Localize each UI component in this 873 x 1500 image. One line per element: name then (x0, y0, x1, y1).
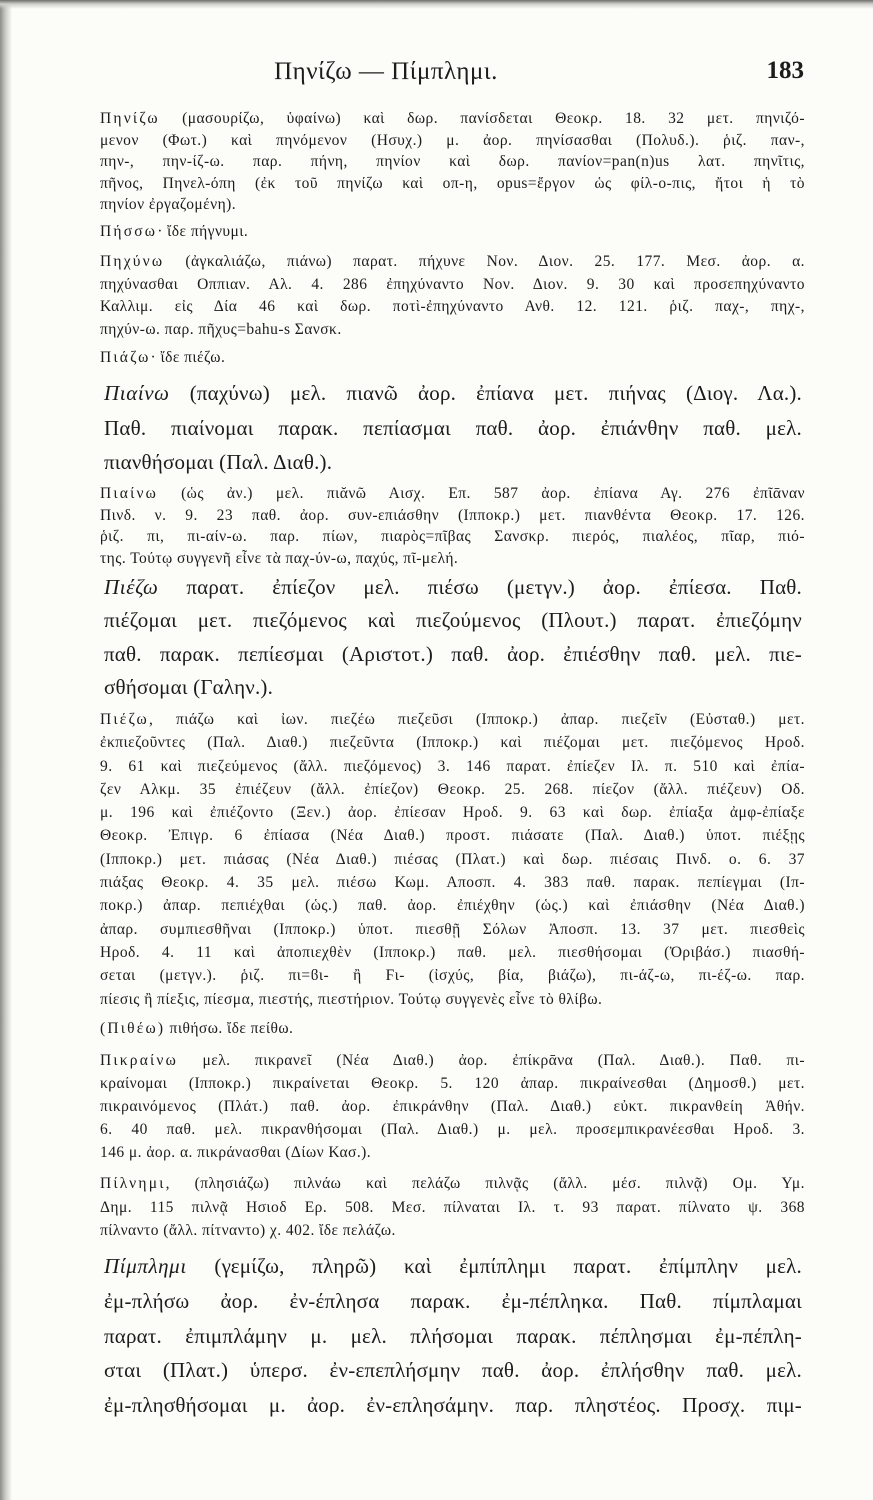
entry-line: παθ. παρακ. πεπίεσμαι (Αριστοτ.) παθ. ἀορ. ἐπιέσθην παθ. μελ. πιε- (104, 641, 802, 666)
line-text: (μασουρίζω, ὑφαίνω) καὶ δωρ. πανίσδεται Θεοκρ. 18. 32 μετ. πηνιζό- (159, 110, 805, 127)
headword: Πιάζω (100, 349, 151, 366)
entry-line: 146 μ. ἀορ. α. πικράνασθαι (Δίων Κασ.). (100, 1144, 372, 1161)
entry-piazo (100, 347, 805, 369)
entry-line: πηχύν-ω. παρ. πῆχυς=bahu-s Σανσκ. (100, 321, 342, 339)
entry-line: πηνίον ἐργαζομένη). (100, 196, 237, 213)
entry-pitheo (100, 1018, 805, 1040)
entry-line (100, 251, 805, 274)
line-text: , (πλησιάζω) πιλνάω καὶ πελάζω πιλνᾷς (ἄλλ. μέσ. πιλνᾷ) Ομ. Υμ. (165, 1175, 805, 1192)
entry-line: ἐμ-πλησθήσομαι μ. ἀορ. ἐν-επλησάμην. παρ. πληστέος. Προσχ. πιμ- (104, 1393, 802, 1417)
headword: (Πιθέω) (100, 1020, 166, 1037)
entry-line: ἐκπιεζοῦντες (Παλ. Διαθ.) πιεζεῦντα (Ιπποκρ.) καὶ πιέζομαι μετ. πιεζόμενος Ηροδ. (100, 734, 805, 752)
entry-pilnimi (100, 1172, 805, 1243)
entry-line: παρατ. ἐπιμπλάμην μ. μελ. πλήσομαι παρακ. πέπλησμαι ἐμ-πέπλη- (104, 1323, 802, 1348)
entry-piezo-main (104, 571, 802, 704)
headword: Πίλνημι (100, 1175, 166, 1192)
entry-line: ποκρ.) ἀπαρ. πεπιέχθαι (ὡς.) παθ. ἀορ. ἐπιέχθην (ὡς.) καὶ ἐπιάσθην (Νέα Διαθ.) (100, 897, 805, 915)
entry-line (104, 571, 802, 604)
entry-line: Καλλιμ. εἰς Δία 46 καὶ δωρ. ποτὶ-ἐπηχύναντο Ανθ. 12. 121. ῥιζ. παχ-, πηχ-, (100, 298, 805, 316)
entry-line: σται (Πλατ.) ὑπερσ. ἐν-επεπλήσμην παθ. ἀορ. ἐπλήσθην παθ. μελ. (104, 1358, 802, 1383)
entry-piaino-main (104, 376, 802, 480)
entry-line (104, 376, 802, 411)
entry-line (100, 483, 805, 505)
line-text: , πιάζω καὶ ἰων. πιεζέω πιεζεῦσι (Ιπποκρ.) ἀπαρ. πιεζεῖν (Εὐσταθ.) μετ. (148, 711, 805, 728)
entry-pimplimi (104, 1249, 802, 1423)
entry-line: πικραινόμενος (Πλάτ.) παθ. ἀορ. ἐπικράνθην (Παλ. Διαθ.) εὐκτ. πικρανθείη Ἀθήν. (100, 1098, 805, 1115)
entry-line: ῥιζ. πι, πι-αίν-ω. παρ. πίων, πιαρὸς=πῖβας Σανσκρ. πιερός, πιαλέος, πῖαρ, πιό- (100, 528, 805, 546)
headword: Πίμπλημι (104, 1254, 187, 1278)
entry-line: ἀπαρ. συμπιεσθῆναι (Ιπποκρ.) ὑποτ. πιεσθῇ Σόλων Ἀποσπ. 13. 37 μετ. πιεσθεὶς (100, 920, 805, 938)
line-text: παρατ. ἐπίεζον μελ. πιέσω (μετγν.) ἀορ. ἐπίεσα. Παθ. (158, 575, 802, 599)
entry-line: μ. 196 καὶ ἐπιέζοντο (Ξεν.) ἀορ. ἐπίεσαν Ηροδ. 9. 63 καὶ δωρ. ἐπίαξα ἀμφ-ἐπίαξε (100, 804, 805, 822)
entry-line (100, 347, 805, 369)
entry-line: Πινδ. ν. 9. 23 παθ. ἀορ. συν-επιάσθην (Ιπποκρ.) μετ. πιανθέντα Θεοκρ. 17. 126. (100, 506, 805, 524)
entry-line (100, 708, 805, 731)
entry-line: Ηροδ. 4. 11 καὶ ἀποπιεχθὲν (Ιπποκρ.) παθ. μελ. πιεσθήσομαι (Ὀριβάσ.) πιασθή- (100, 943, 805, 961)
entry-line: πιάξας Θεοκρ. 4. 35 μελ. πιέσω Κωμ. Αποσπ. 4. 383 παθ. παρακ. πεπίεγμαι (Ιπ- (100, 874, 805, 892)
entry-pichyno (100, 251, 805, 342)
headword: Πιέζω (100, 711, 149, 728)
entry-piezo-detail (100, 708, 805, 1011)
entry-line (100, 1172, 805, 1196)
entry-line: 9. 61 καὶ πιεζεύμενος (ἄλλ. πιεζόμενος) 3. 146 παρατ. ἐπίεζεν Ιλ. π. 510 καὶ ἐπία- (100, 757, 805, 775)
line-text: (γεμίζω, πληρῶ) καὶ ἐμπίπλημι παρατ. ἐπίμπλην μελ. (186, 1254, 802, 1278)
entry-pisso (100, 221, 805, 243)
top-edge-shadow (0, 0, 873, 9)
entry-line (100, 108, 805, 130)
entry-line: κραίνομαι (Ιπποκρ.) πικραίνεται Θεοκρ. 5. 120 ἀπαρ. πικραίνεσθαι (Δημοσθ.) μετ. (100, 1075, 805, 1092)
headword: Πηνίζω (100, 110, 160, 127)
headword: Πιαίνω (100, 485, 159, 502)
line-text: (ἀγκαλιάζω, πιάνω) παρατ. πήχυνε Νον. Διον. 25. 177. Μεσ. ἀορ. α. (164, 253, 805, 270)
headword: Πηχύνω (100, 253, 165, 270)
entry-line: της. Τούτῳ συγγενῆ εἶνε τὰ παχ-ύν-ω, παχύς, πῖ-μελή. (100, 550, 459, 568)
entry-line: πίλναντο (ἄλλ. πίτναντο) χ. 402. ἴδε πελάζω. (100, 1222, 396, 1239)
entry-line: πῆνος, Πηνελ-όπη (ἐκ τοῦ πηνίζω καὶ οπ-η, opus=ἔργον ὡς φίλ-ο-πις, ἤτοι ἡ τὸ (100, 174, 805, 192)
entry-line: μενον (Φωτ.) καὶ πηνόμενον (Ησυχ.) μ. ἀορ. πηνίσασθαι (Πολυδ.). ῥιζ. παν-, (100, 131, 805, 149)
entry-line: πιανθήσομαι (Παλ. Διαθ.). (104, 450, 333, 474)
headword: Πιέζω (104, 575, 159, 599)
entry-piaino-detail (100, 483, 805, 570)
binding-shadow (0, 0, 12, 1500)
running-head-title: Πηνίζω — Πίμπλημι. (274, 58, 498, 85)
entry-line (104, 1249, 802, 1284)
entry-line: πην-, πην-ίζ-ω. παρ. πήνη, πηνίον καὶ δωρ. πανίον=pan(n)us λατ. πηνῖτις, (100, 153, 805, 170)
entry-line: Θεοκρ. Ἐπιγρ. 6 ἐπίασα (Νέα Διαθ.) προστ. πιάσατε (Παλ. Διαθ.) ὑποτ. πιέξῃς (100, 827, 805, 845)
page-number: 183 (766, 57, 804, 84)
entry-line: Παθ. πιαίνομαι παρακ. πεπίασμαι παθ. ἀορ. ἐπιάνθην παθ. μελ. (104, 415, 802, 440)
entry-line: 6. 40 παθ. μελ. πικρανθήσομαι (Παλ. Διαθ.) μ. μελ. προσεμπικρανέεσθαι Ηροδ. 3. (100, 1121, 805, 1138)
line-text: · ἴδε πήγνυμι. (157, 223, 249, 240)
entry-line (100, 1018, 805, 1040)
headword: Πιαίνω (104, 381, 170, 405)
entry-line: σθήσομαι (Γαλην.). (104, 674, 274, 699)
entry-line: πιέζομαι μετ. πιεζόμενος καὶ πιεζούμενος (Πλουτ.) παρατ. ἐπιεζόμην (104, 608, 802, 633)
entry-line: (Ιπποκρ.) μετ. πιάσας (Νέα Διαθ.) πιέσας (Πλατ.) καὶ δωρ. πιέσαις Πινδ. ο. 6. 37 (100, 850, 805, 868)
entry-pinizo (100, 108, 805, 216)
entry-line: ἐμ-πλήσω ἀορ. ἐν-έπλησα παρακ. ἐμ-πέπληκα. Παθ. πίμπλαμαι (104, 1288, 802, 1313)
entry-line: σεται (μετγν.). ῥιζ. πι=ϐι- ἢ Ϝι- (ἰσχύς, βία, βιάζω), πι-άζ-ω, πι-έζ-ω. παρ. (100, 967, 805, 985)
entry-line (100, 1049, 805, 1072)
entry-pikraino (100, 1049, 805, 1164)
line-text: · ἴδε πιέζω. (150, 349, 226, 366)
entry-line: ζεν Αλκμ. 35 ἐπιέζευν (ἄλλ. ἐπίεζον) Θεοκρ. 25. 268. πίεζον (ἄλλ. πιέζευν) Οδ. (100, 780, 805, 798)
headword: Πικραίνω (100, 1052, 179, 1069)
entry-line: πηχύνασθαι Οππιαν. Αλ. 4. 286 ἐπηχύναντο Νον. Διον. 9. 30 καὶ προσεπηχύναντο (100, 275, 805, 293)
entry-line: πίεσις ἢ πίεξις, πίεσμα, πιεστής, πιεστήριον. Τούτῳ συγγενὲς εἶνε τὸ θλίβω. (100, 990, 603, 1008)
line-text: (ὡς ἀν.) μελ. πιᾰνῶ Αισχ. Επ. 587 ἀορ. ἐπίανα Αγ. 276 ἐπῖᾱναν (158, 485, 805, 502)
line-text: (παχύνω) μελ. πιανῶ ἀορ. ἐπίανα μετ. πιήνας (Διογ. Λα.). (169, 381, 802, 405)
line-text: πιθήσω. ἴδε πείθω. (165, 1020, 294, 1037)
headword: Πήσσω (100, 223, 158, 240)
entry-line: Δημ. 115 πιλνᾷ Ησιοδ Ερ. 508. Μεσ. πίλναται Ιλ. τ. 93 παρατ. πίλνατο ψ. 368 (100, 1198, 805, 1216)
entry-line (100, 221, 805, 243)
line-text: μελ. πικρανεῖ (Νέα Διαθ.) ἀορ. ἐπίκρᾱνα (Παλ. Διαθ.). Παθ. πι- (178, 1052, 805, 1069)
